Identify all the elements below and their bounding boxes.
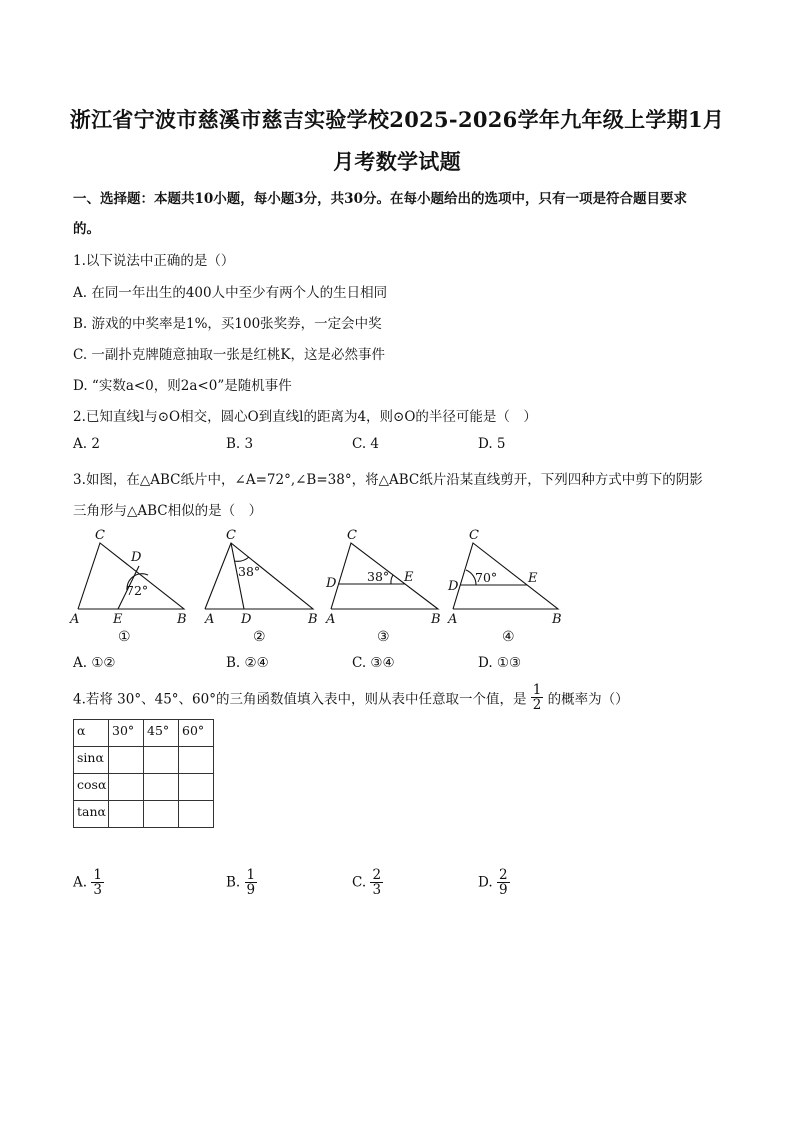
question-2-option-b: B. 3 [226, 436, 254, 452]
table-cell [144, 801, 179, 828]
table-header-cell: α [74, 720, 109, 747]
fig2-label-d: D [241, 612, 252, 627]
question-3-option-c: C. ③④ [352, 655, 395, 671]
question-2-option-a: A. 2 [73, 436, 100, 452]
fig4-label-d: D [448, 579, 459, 594]
fraction-denominator: 2 [532, 697, 542, 714]
table-cell [144, 747, 179, 774]
fraction-denominator: 3 [372, 882, 382, 899]
question-4-stem-fraction [531, 683, 544, 712]
question-2-stem: 2.已知直线l与⊙O相交，圆心O到直线l的距离为4，则⊙O的半径可能是（ ） [73, 409, 537, 425]
option-label: B. [226, 874, 241, 891]
fig1-number: ① [118, 629, 131, 645]
fig3-label-a: A [326, 612, 336, 627]
fig4-label-a: A [448, 612, 458, 627]
exam-title-line1: 浙江省宁波市慈溪市慈吉实验学校2025-2026学年九年级上学期1月 [69, 107, 725, 132]
question-1-option-d: D. “实数a<0，则2a<0”是随机事件 [73, 378, 292, 394]
question-3-figures [60, 520, 580, 648]
question-3-stem-line2: 三角形与△ABC相似的是（ ） [73, 503, 263, 519]
table-cell [179, 747, 214, 774]
fig3-label-c: C [347, 528, 357, 543]
fraction-numerator: 1 [532, 682, 542, 698]
question-1-option-a: A. 在同一年出生的400人中至少有两个人的生日相同 [73, 285, 388, 301]
question-4-option-d [478, 868, 510, 897]
table-row-label: sinα [74, 747, 109, 774]
fraction-numerator: 1 [246, 867, 256, 883]
fig1-angle-label: 72° [126, 583, 149, 598]
question-3-option-b: B. ②④ [226, 655, 269, 671]
table-cell [144, 774, 179, 801]
fig2-number: ② [253, 629, 266, 645]
table-cell [179, 801, 214, 828]
option-label: D. [478, 874, 493, 891]
fig4-number: ④ [502, 629, 515, 645]
question-4-option-b [226, 868, 257, 897]
fig1-label-d: D [131, 550, 142, 565]
fig4-label-b: B [552, 612, 562, 627]
option-label: A. [73, 874, 88, 891]
fig3-label-e: E [404, 570, 414, 585]
exam-title-line2: 月考数学试题 [333, 149, 461, 174]
fig4-label-e: E [528, 571, 538, 586]
fig3-label-b: B [431, 612, 441, 627]
fig3-angle-label: 38° [367, 569, 390, 584]
question-1-stem: 1.以下说法中正确的是（） [73, 253, 235, 269]
question-2-option-c: C. 4 [352, 436, 380, 452]
fig2-label-b: B [308, 612, 318, 627]
option-fraction [497, 868, 510, 897]
table-cell [179, 774, 214, 801]
fig3-number: ③ [377, 629, 390, 645]
table-cell [109, 801, 144, 828]
question-3-option-a: A. ①② [73, 655, 116, 671]
table-row-label: cosα [74, 774, 109, 801]
fraction-numerator: 2 [372, 867, 382, 883]
question-3-stem-line1: 3.如图，在△ABC纸片中，∠A=72°,∠B=38°，将△ABC纸片沿某直线剪开，下列四种方式中剪下的阴影 [73, 472, 703, 488]
fig2-label-c: C [226, 528, 236, 543]
table-cell [109, 747, 144, 774]
table-header-cell: 60° [179, 720, 214, 747]
question-1-option-b: B. 游戏的中奖率是1%，买100张奖券，一定会中奖 [73, 316, 382, 332]
table-header-row [74, 720, 214, 747]
trig-value-table [73, 719, 214, 828]
fig2-label-a: A [205, 612, 215, 627]
table-cell [109, 774, 144, 801]
fig4-angle-label: 70° [475, 570, 498, 585]
option-label: C. [352, 874, 367, 891]
fig3-label-d: D [326, 576, 337, 591]
fig1-label-c: C [95, 528, 105, 543]
table-row-label: tanα [74, 801, 109, 828]
table-row [74, 801, 214, 828]
fig1-label-e: E [113, 612, 123, 627]
table-row [74, 747, 214, 774]
question-4-stem-after: 的概率为（） [547, 691, 629, 708]
fig4-label-c: C [469, 528, 479, 543]
option-fraction [245, 868, 258, 897]
question-3-option-d: D. ①③ [478, 655, 522, 671]
fraction-numerator: 1 [93, 867, 102, 883]
section-intro-line2: 的。 [73, 221, 100, 237]
table-row [74, 774, 214, 801]
table-header-cell: 30° [109, 720, 144, 747]
fraction-numerator: 2 [498, 867, 508, 883]
fraction-denominator: 9 [498, 882, 508, 899]
option-fraction [370, 868, 383, 897]
fraction-denominator: 3 [93, 882, 102, 899]
fig2-angle-label: 38° [238, 564, 261, 579]
question-2-option-d: D. 5 [478, 436, 506, 452]
figure-4-triangle [453, 543, 558, 609]
question-4-stem [73, 683, 629, 712]
fig1-label-b: B [177, 612, 187, 627]
question-4-option-c [352, 868, 383, 897]
question-4-stem-before: 4.若将 30°、45°、60°的三角函数值填入表中，则从表中任意取一个值，是 [73, 691, 527, 708]
fig1-label-a: A [70, 612, 80, 627]
fraction-denominator: 9 [246, 882, 256, 899]
question-4-option-a [73, 868, 104, 897]
table-header-cell: 45° [144, 720, 179, 747]
question-1-option-c: C. 一副扑克牌随意抽取一张是红桃K，这是必然事件 [73, 347, 386, 363]
option-fraction [91, 868, 104, 897]
section-intro-line1: 一、选择题：本题共10小题，每小题3分，共30分。在每小题给出的选项中，只有一项是符合题目要求 [73, 191, 687, 207]
